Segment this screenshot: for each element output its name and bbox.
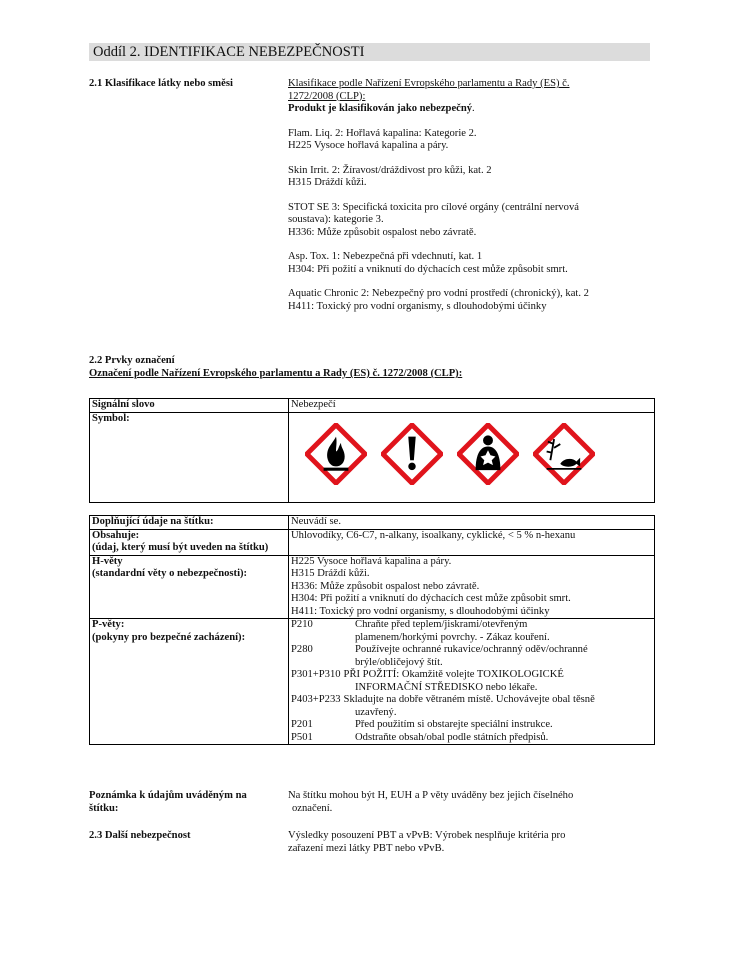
p-text: brýle/obličejový štít. [355,656,443,668]
note-text-line: označení. [292,802,333,814]
p-statement [291,719,652,732]
classification-item [288,288,648,313]
health-hazard-icon [457,423,519,485]
pictograms [291,413,652,485]
hazard-line: H304: Při požití a vniknutí do dýchacích cest může způsobit smrt. [288,263,568,275]
p-text: plamenem/horkými povrchy. - Zákaz kouření. [355,631,550,643]
s21-label: 2.1 Klasifikace látky nebo směsi [89,78,233,89]
hazard-line: H336: Může způsobit ospalost nebo závratě. [288,226,477,238]
h-statements-label [90,555,289,619]
p-text: Před použitím si obstarejte speciální instrukce. [355,719,553,730]
h-statement: H304: Při požití a vniknutí do dýchacích cest může způsobit smrt. [291,593,571,604]
p-code: P280 [291,644,313,655]
classification-line: soustava): kategorie 3. [288,214,384,225]
table-row [90,399,655,413]
note-label-line: Poznámka k údajům uváděným na [89,790,247,801]
h-statements-list [289,555,655,619]
p-text: uzavřený. [355,706,397,718]
hazard-line: H411: Toxický pro vodní organismy, s dlouhodobými účinky [288,300,547,312]
p-text: Chraňte před teplem/jiskrami/otevřeným [355,619,528,630]
p-text: PŘI POŽITÍ: Okamžitě volejte TOXIKOLOGICKÉ [343,669,564,680]
p-label-line: P-věty: [92,619,125,630]
p-code: P501 [291,731,313,743]
note-text [288,790,648,815]
p-statements-list [289,619,655,745]
p-statement [291,644,652,669]
p-code: P210 [291,619,313,630]
flame-icon [305,423,367,485]
p-code: P201 [291,719,313,730]
p-code: P403+P233 [291,694,341,705]
contains-value: Uhlovodíky, C6-C7, n-alkany, isoalkany, cyklické, < 5 % n-hexanu [289,529,655,555]
p-label-line: (pokyny pro bezpečné zacházení): [92,631,246,643]
classification-item [288,251,648,276]
contains-label-line: Obsahuje: [92,529,140,541]
signal-word-value: Nebezpečí [289,399,655,413]
s22-regulation: Označení podle Nařízení Evropského parlamentu a Rady (ES) č. 1272/2008 (CLP): [89,368,463,379]
label-details-table [89,515,655,745]
s23-text-line: zařazení mezi látky PBT nebo vPvB. [288,842,445,854]
signal-word-label: Signální slovo [90,399,289,413]
classification-line: Flam. Liq. 2: Hořlavá kapalina: Kategorie 2. [288,127,477,139]
exclamation-icon [381,423,443,485]
extra-info-label: Doplňující údaje na štítku: [90,516,289,530]
note-label-line: štítku: [89,802,119,814]
s21-regulation-line1: Klasifikace podle Nařízení Evropského parlamentu a Rady (ES) č. [288,78,570,89]
h-statement: H315 Dráždí kůži. [291,568,370,579]
note-text-line: Na štítku mohou být H, EUH a P věty uváděny bez jejich číselného [288,790,574,801]
p-statement [291,732,652,745]
s23-label: 2.3 Další nebezpečnost [89,830,191,841]
p-text: Používejte ochranné rukavice/ochranný oděv/ochranné [355,644,588,655]
p-statement [291,694,652,719]
s23-text-line: Výsledky posouzení PBT a vPvB: Výrobek nesplňuje kritéria pro [288,830,566,841]
classification-line: Asp. Tox. 1: Nebezpečná při vdechnutí, kat. 1 [288,251,483,262]
contains-label-line: (údaj, který musí být uveden na štítku) [92,542,269,553]
classification-line: Skin Irrit. 2: Žíravost/dráždivost pro kůži, kat. 2 [288,164,492,176]
table-row [90,412,655,502]
h-statement: H411: Toxický pro vodní organismy, s dlouhodobými účinky [291,605,550,617]
table-row [90,516,655,530]
s21-classified: Produkt je klasifikován jako nebezpečný [288,103,473,114]
symbol-label: Symbol: [90,412,289,502]
classification-line: Aquatic Chronic 2: Nebezpečný pro vodní prostředí (chronický), kat. 2 [288,288,589,299]
s21-regulation-line2: 1272/2008 (CLP): [288,90,366,102]
s22-label: 2.2 Prvky označení [89,355,175,366]
p-text: Odstraňte obsah/obal podle státních předpisů. [355,731,549,743]
environment-icon [533,423,595,485]
classification-item [288,165,648,190]
p-code: P301+P310 [291,669,341,680]
contains-label [90,529,289,555]
table-row [90,619,655,745]
p-statement [291,619,652,644]
hazard-line: H225 Vysoce hořlavá kapalina a páry. [288,140,449,151]
classification-item [288,202,648,240]
table-row [90,555,655,619]
table-row [90,529,655,555]
p-statement [291,669,652,694]
note-label [89,790,285,815]
h-label-line: H-věty [92,555,123,567]
s23-text [288,830,648,855]
hazard-line: H315 Dráždí kůži. [288,177,367,188]
extra-info-value: Neuvádí se. [289,516,655,530]
pictograms-cell [289,412,655,502]
section-title: Oddíl 2. IDENTIFIKACE NEBEZPEČNOSTI [89,43,650,61]
h-statement: H336: Může způsobit ospalost nebo závratě. [291,580,480,592]
classification-item [288,128,648,153]
classification-line: STOT SE 3: Specifická toxicita pro cílové orgány (centrální nervová [288,201,579,213]
p-text: INFORMAČNÍ STŘEDISKO nebo lékaře. [355,681,538,693]
h-statement: H225 Vysoce hořlavá kapalina a páry. [291,555,452,567]
p-text: Skladujte na dobře větraném místě. Uchovávejte obal těsně [343,694,595,705]
p-statements-label [90,619,289,745]
h-label-line: (standardní věty o nebezpečnosti): [92,568,248,579]
label-elements-table [89,398,655,503]
s21-content: Klasifikace podle Nařízení Evropského parlamentu a Rady (ES) č. 1272/2008 (CLP): Produkt je klasifikován jako nebezpečný. Flam. Liq. 2: Hořlavá kapalina: Kategorie 2. H225 Vysoce hořlavá kapalina a páry. Skin Irrit. 2: Žíravost/dráždivost pro kůži, kat. 2 H315 Dráždí kůži. STOT SE 3: Specifická toxicita pro cílové orgány (centrální nervová soustava): kategorie 3. H336: Může způsobit ospalost nebo závratě. Asp. Tox. 1: Nebezpečná při vdechnutí, kat. 1 H304: Při požití a vniknutí do dýchacích cest může způsobit smrt. Aquatic Chronic 2: Nebezpečný pro vodní prostředí (chronický), kat. 2 H411: Toxický pro vodní organismy, s dlouhodobými účinky [288,78,648,313]
